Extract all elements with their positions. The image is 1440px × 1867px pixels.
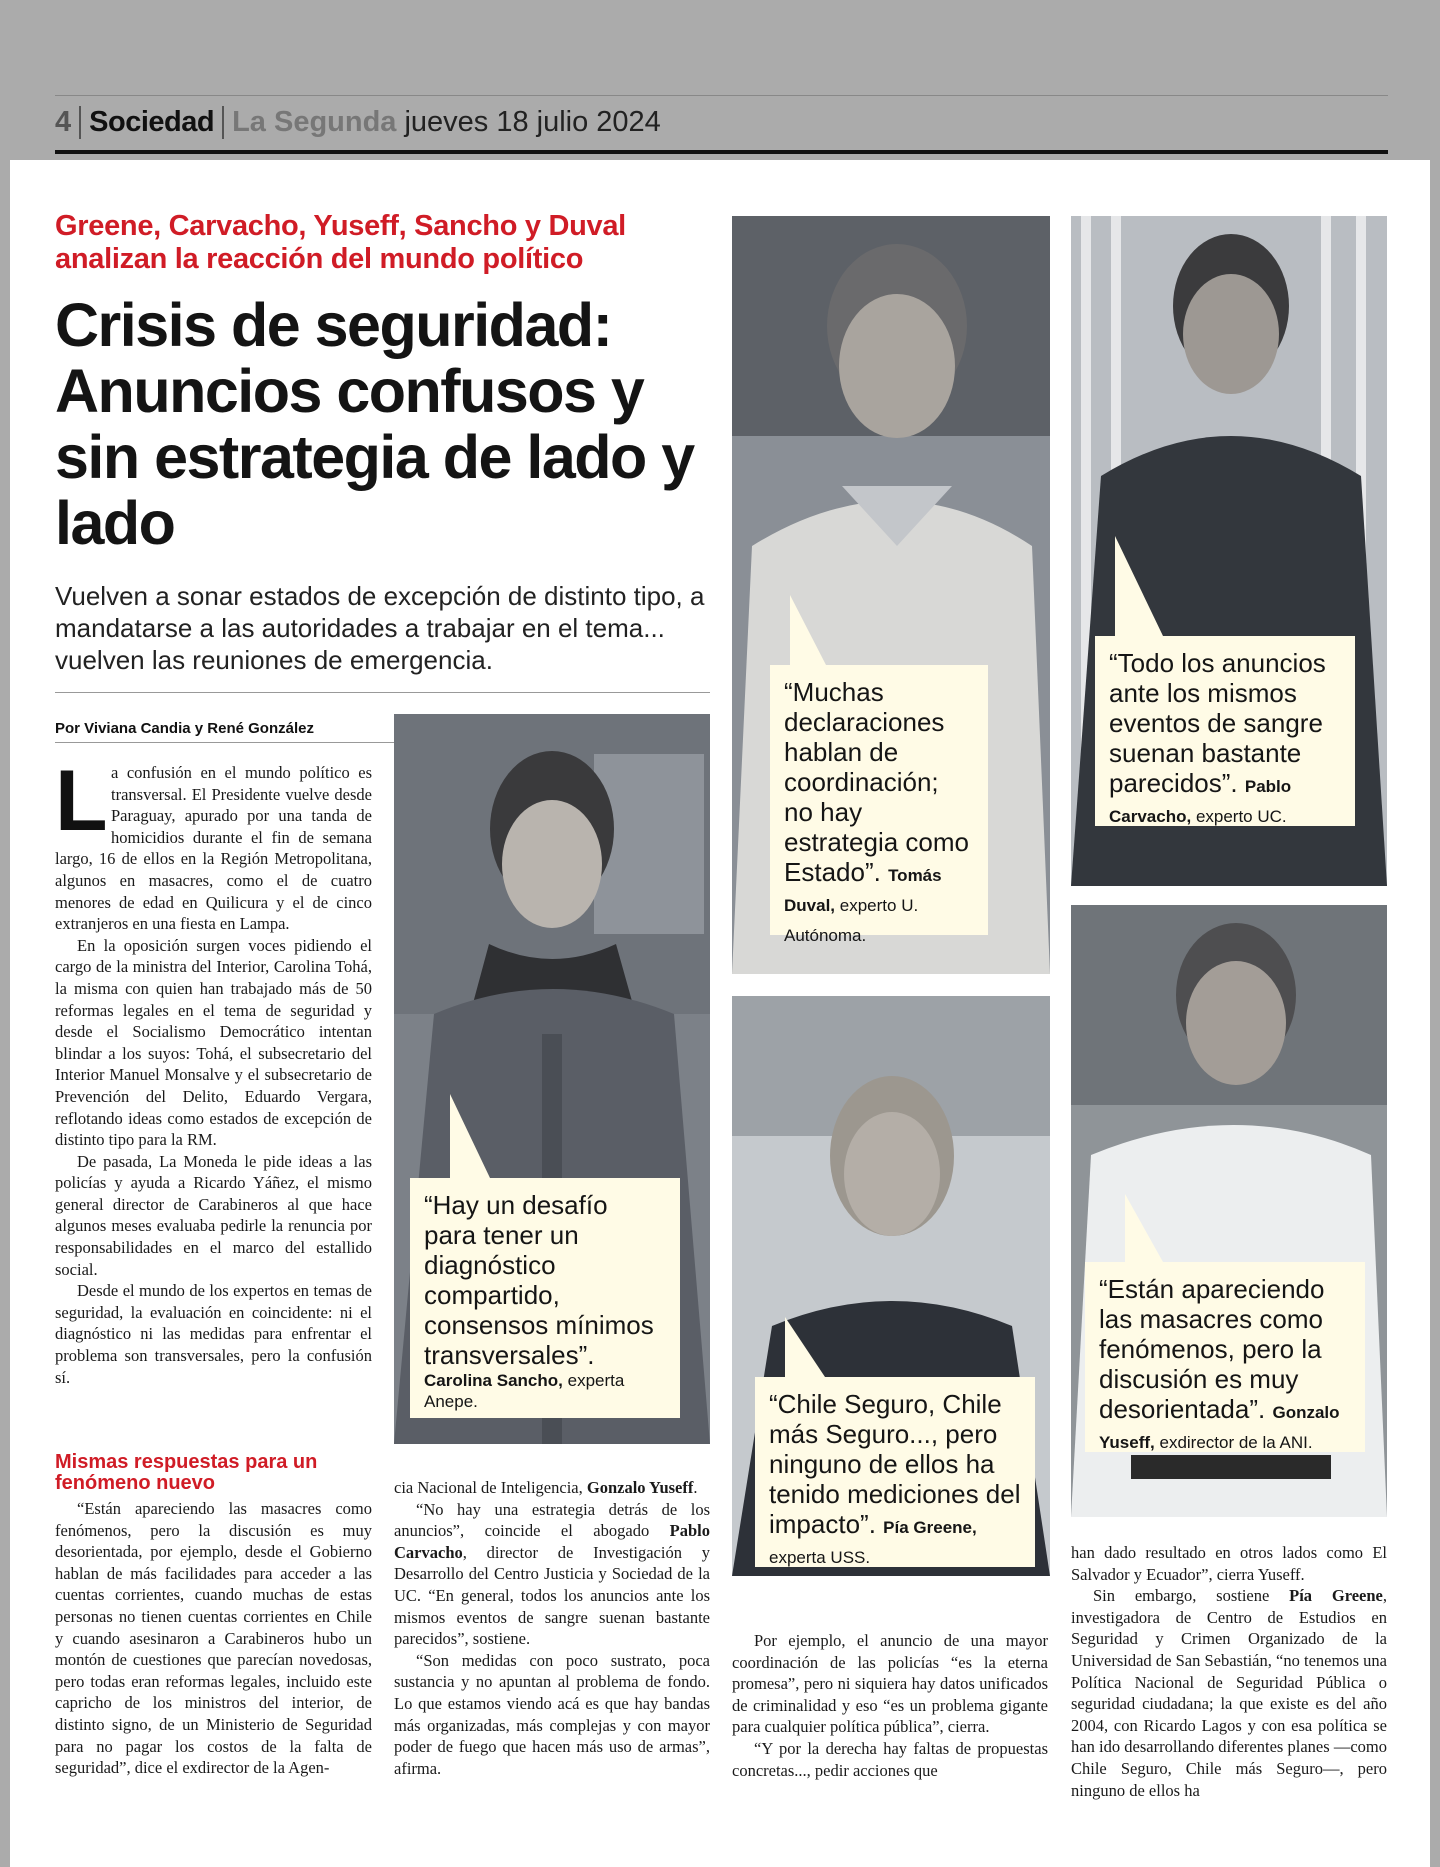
quote-pointer [1115,536,1163,636]
paragraph: “Son medidas con poco sustrato, poca sustancia y no apuntan al problema de fondo. Lo que estamos viendo acá es que hay bandas más organizadas, más complejas y con mayor poder de fuego que hacen más uso de armas”, afirma. [394,1650,710,1778]
source-name: Pablo Carvacho [394,1521,710,1562]
quote-pointer [450,1094,490,1178]
header-top-rule [55,95,1388,96]
source-name: Pía Greene [1289,1586,1383,1606]
paragraph: “Y por la derecha hay faltas de propuestas concretas..., pedir acciones que [732,1738,1048,1780]
article-column-1-continued [55,1498,372,1779]
quote-text: “Todo los anuncios ante los mismos eventos de sangre suenan bastante parecidos”. Pablo Carvacho, experto UC. [1109,648,1326,826]
quote-role: experto UC. [1195,807,1287,826]
paragraph: De pasada, La Moneda le pide ideas a las policías y ayuda a Ricardo Yáñez, el mismo general director de Carabineros al que hace algunos meses evaluaba pedirle la renuncia por responsabilidades en el marco del estallido social. [55,1151,372,1279]
paragraph: En la oposición surgen voces pidiendo el cargo de la ministra del Interior, Carolina Tohá, la misma con quien han trabajado más de 50 reformas legales en el tema de seguridad y desde el Socialismo Democrático intentan blindar a los suyos: Tohá, el subsecretario del Interior Manuel Monsalve y el subsecretario de Prevención del Delito, Eduardo Vergara, reflotando ideas como estados de excepción de distinto tipo para la RM. [55,935,372,1150]
paragraph: Por ejemplo, el anuncio de una mayor coordinación de las policías “es la eterna promesa”, pero ni siquiera hay datos unificados de criminalidad y eso “es un problema gigante para cualquier política pública”, cierra. [732,1631,1048,1737]
article-lead: Vuelven a sonar estados de excepción de distinto tipo, a mandatarse a las autoridades a trabajar en el tema... vuelven las reuniones de emergencia. [55,581,705,675]
paragraph: cia Nacional de Inteligencia, Gonzalo Yuseff. [394,1478,698,1497]
quote-text: “Hay un desafío para tener un diagnóstico compartido, consensos mínimos transversales”. [424,1190,654,1370]
article-column-4 [1071,1542,1387,1801]
pull-quote-yuseff [1085,1262,1365,1452]
quote-role: exdirector de la ANI. [1159,1433,1313,1452]
quote-role: experta USS. [769,1548,871,1567]
quote-role: experta Anepe. [424,1371,625,1411]
pull-quote-sancho [410,1178,680,1418]
article-subhead: Mismas respuestas para un fenómeno nuevo [55,1451,318,1494]
article-headline: Crisis de seguridad: Anuncios confusos y sin estrategia de lado y lado [55,291,694,557]
article-column-2 [394,1477,710,1779]
drop-cap: L [55,753,108,849]
issue-date: jueves 18 julio 2024 [404,105,661,138]
page-number: 4 [55,106,81,139]
paragraph: han dado resultado en otros lados como El Salvador y Ecuador”, cierra Yuseff. [1071,1543,1387,1584]
paragraph: “No hay una estrategia detrás de los anuncios”, coincide el abogado Pablo Carvacho, director de Investigación y Desarrollo del Centro Justicia y Sociedad de la UC. “En general, todos los anuncios ante los mismos eventos de sangre suenan bastante parecidos”, sostiene. [394,1499,710,1649]
quote-author: Tomás Duval, [784,866,942,915]
quote-text: “Chile Seguro, Chile más Seguro..., pero ninguno de ellos ha tenido mediciones del impacto”. Pía Greene, experta USS. [769,1389,1021,1567]
quote-text: “Muchas declaraciones hablan de coordinación; no hay estrategia como Estado”. Tomás Duval, experto U. Autónoma. [784,677,969,945]
article-column-3 [732,1630,1048,1781]
page-header [55,100,661,144]
byline-divider [55,742,405,743]
quote-pointer [785,1317,825,1377]
byline: Por Viviana Candia y René González [55,720,314,737]
paragraph: Desde el mundo de los expertos en temas de seguridad, la evaluación en coincidente: ni el diagnóstico ni las medidas para enfrentar el problema son transversales, pero la confusión sí. [55,1281,372,1387]
paragraph: “Están apareciendo las masacres como fenómenos, pero la discusión es muy desorientada, por ejemplo, desde el Gobierno hablan de más facilidades para acceder a las cuentas corrientes, cuando muchas de estas personas no tienen cuentas corrientes en Chile y cuando asesinaron a Carabineros hubo un montón de cuestiones que parecían novedosas, pero todas eran reformas legales, incluido este capricho de los ministros del interior, de distinto signo, de un Ministerio de Seguridad para no pagar los costos de la falta de seguridad”, dice el exdirector de la Agen- [55,1499,372,1778]
quote-author: Gonzalo Yuseff, [1099,1403,1340,1452]
pull-quote-greene [755,1377,1035,1567]
quote-author: Carolina Sancho, [424,1371,563,1390]
quote-pointer [790,595,826,665]
source-name: Gonzalo Yuseff [586,1478,694,1497]
pull-quote-duval [770,665,988,945]
quote-author: Pablo Carvacho, [1109,777,1292,826]
quote-author: Pía Greene, [883,1518,977,1537]
paragraph: a confusión en el mundo político es transversal. El Presidente vuelve desde Paraguay, apurado por una tanda de homicidios durante el fin de semana largo, 16 de ellos en la Región Metropolitana, algunos en masacres, como el de cuatro menores de edad en Quilicura y el de cinco extranjeros en una fiesta en Lampa. [55,763,372,934]
newspaper-name: La Segunda [232,105,397,138]
paragraph: Sin embargo, sostiene Pía Greene, investigadora de Centro de Estudios en Seguridad y Crimen Organizado de la Universidad de San Sebastián, “no tenemos una Política Nacional de Seguridad Pública o seguridad ciudadana; la que existe es del año 2004, con Ricardo Lagos y con esa política se han ido desarrollando diferentes planes —como Chile Seguro, Chile más Seguro—, pero ninguno de ellos ha [1071,1586,1387,1800]
article-column-1 [55,753,372,1388]
section-name: Sociedad [81,106,224,139]
pull-quote-carvacho [1095,636,1355,826]
quote-pointer [1125,1194,1163,1262]
quote-role: experto U. Autónoma. [784,896,919,945]
article-kicker: Greene, Carvacho, Yuseff, Sancho y Duval analizan la reacción del mundo político [55,210,626,275]
lead-divider [55,692,710,693]
header-bottom-rule [55,150,1388,154]
quote-text: “Están apareciendo las masacres como fenómenos, pero la discusión es muy desorientada”. Gonzalo Yuseff, exdirector de la ANI. [1099,1274,1340,1452]
